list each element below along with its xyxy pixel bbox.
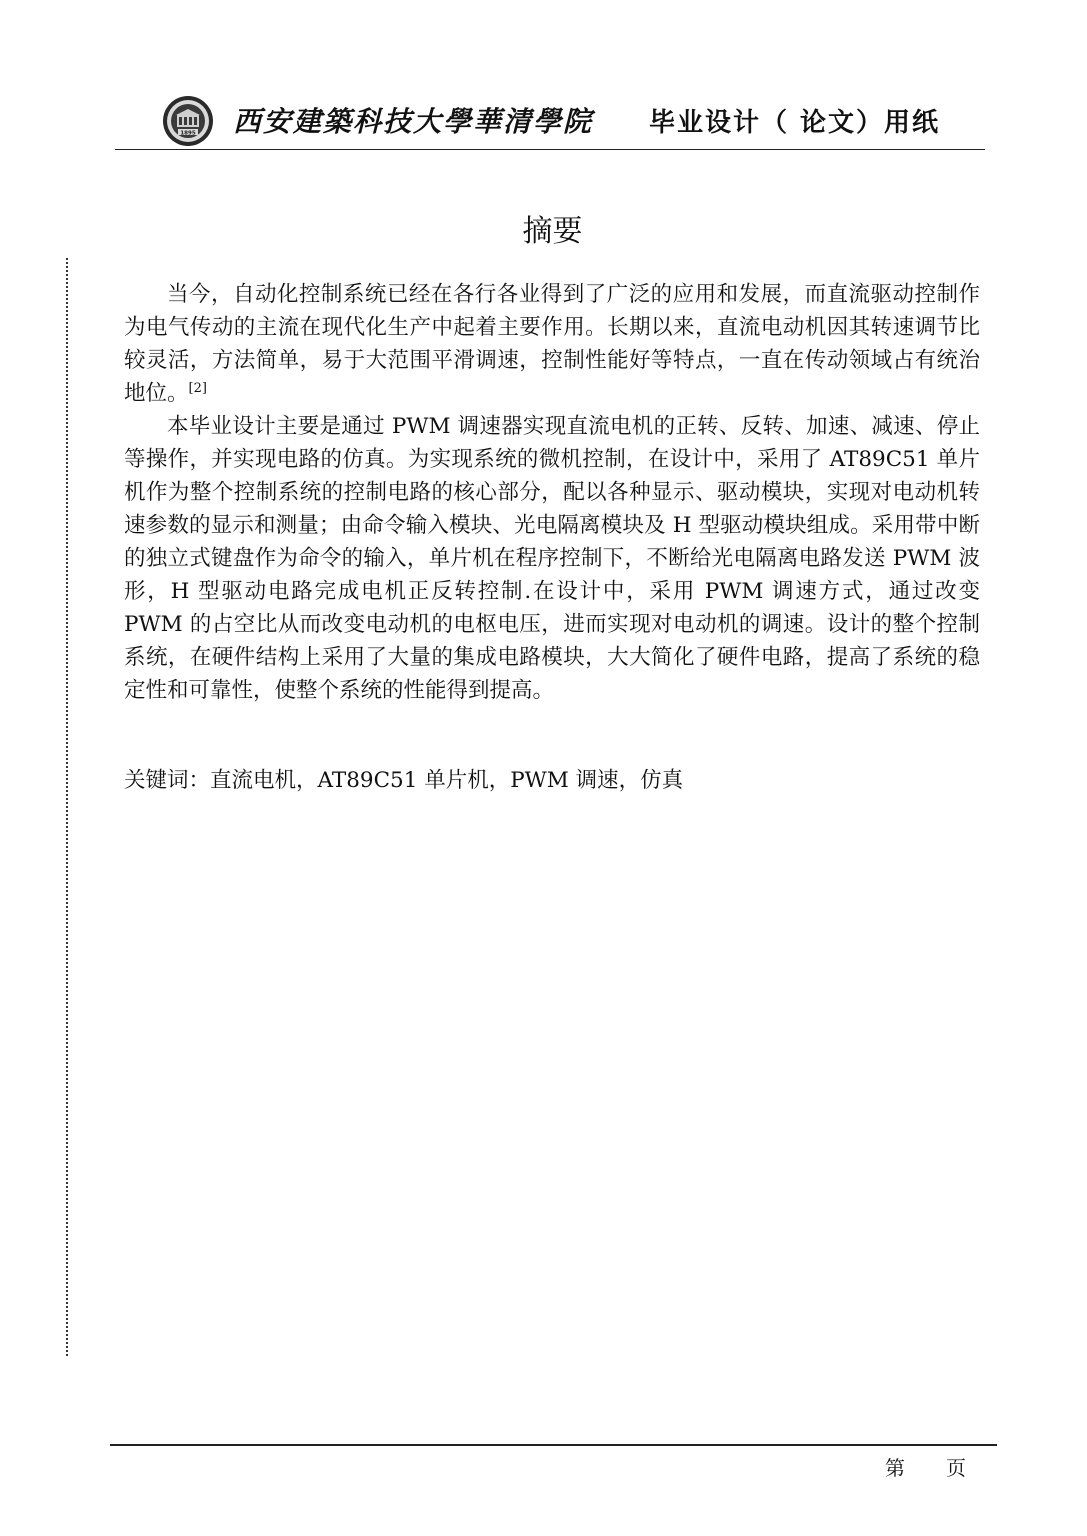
school-name: 西安建築科技大學華清學院 bbox=[233, 105, 594, 138]
page-title: 摘要 bbox=[522, 214, 583, 249]
page-number-prefix: 第 bbox=[885, 1456, 905, 1480]
seal-year: 1895 bbox=[180, 130, 196, 137]
header-divider bbox=[115, 149, 985, 150]
page-header bbox=[115, 88, 985, 148]
keywords-value: 直流电机，AT89C51 单片机，PWM 调速，仿真 bbox=[210, 768, 684, 793]
keywords-line bbox=[124, 764, 980, 797]
footer-divider bbox=[110, 1444, 997, 1446]
paper-kind-label: 毕业设计（ 论文）用纸 bbox=[648, 108, 940, 138]
abstract-body bbox=[124, 278, 980, 707]
paragraph-1-text: 当今，自动化控制系统已经在各行各业得到了广泛的应用和发展，而直流驱动控制作为电气传动的主流在现代化生产中起着主要作用。长期以来，直流电动机因其转速调节比较灵活，方法简单，易于大范围平滑调速，控制性能好等特点，一直在传动领域占有统治地位。 bbox=[124, 282, 980, 406]
abstract-paragraph-2: 本毕业设计主要是通过 PWM 调速器实现直流电机的正转、反转、加速、减速、停止等操作，并实现电路的仿真。为实现系统的微机控制，在设计中，采用了 AT89C51 单片机作为整个控制系统的控制电路的核心部分，配以各种显示、驱动模块，实现对电动机转速参数的显示和测量；由命令输入模块、光电隔离模块及 H 型驱动模块组成。采用带中断的独立式键盘作为命令的输入，单片机在程序控制下，不断给光电隔离电路发送 PWM 波形，H 型驱动电路完成电机正反转控制.在设计中，采用 PWM 调速方式，通过改变 PWM 的占空比从而改变电动机的电枢电压，进而实现对电动机的调速。设计的整个控制系统，在硬件结构上采用了大量的集成电路模块，大大简化了硬件电路，提高了系统的稳定性和可靠性，使整个系统的性能得到提高。 bbox=[124, 414, 980, 703]
abstract-paragraph-1 bbox=[124, 278, 980, 410]
university-seal-icon bbox=[162, 95, 214, 147]
page-number-suffix: 页 bbox=[946, 1456, 966, 1480]
binding-line bbox=[66, 258, 68, 1356]
citation-ref[interactable]: [2] bbox=[188, 380, 207, 396]
keywords-label: 关键词： bbox=[124, 768, 211, 793]
